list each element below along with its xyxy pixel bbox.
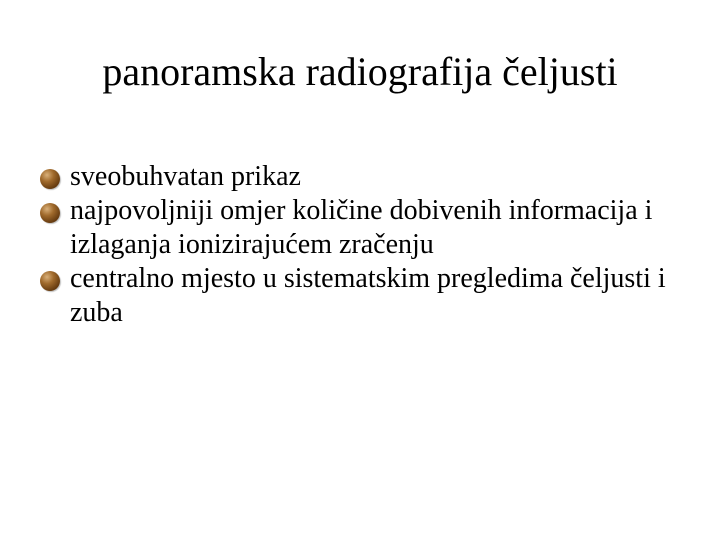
bronze-sphere-bullet-icon bbox=[40, 271, 60, 291]
bullet-text: centralno mjesto u sistematskim pregledima čeljusti i zuba bbox=[70, 263, 666, 328]
bronze-sphere-bullet-icon bbox=[40, 169, 60, 189]
bullet-item bbox=[40, 160, 690, 194]
bronze-sphere-bullet-icon bbox=[40, 203, 60, 223]
bullet-text: najpovoljniji omjer količine dobivenih informacija i izlaganja ionizirajućem zračenju bbox=[70, 195, 653, 260]
bullet-item bbox=[40, 194, 690, 262]
bullet-text: sveobuhvatan prikaz bbox=[70, 161, 301, 192]
bullet-list bbox=[40, 160, 690, 330]
slide-title: panoramska radiografija čeljusti bbox=[102, 49, 618, 94]
bullet-item bbox=[40, 262, 690, 330]
